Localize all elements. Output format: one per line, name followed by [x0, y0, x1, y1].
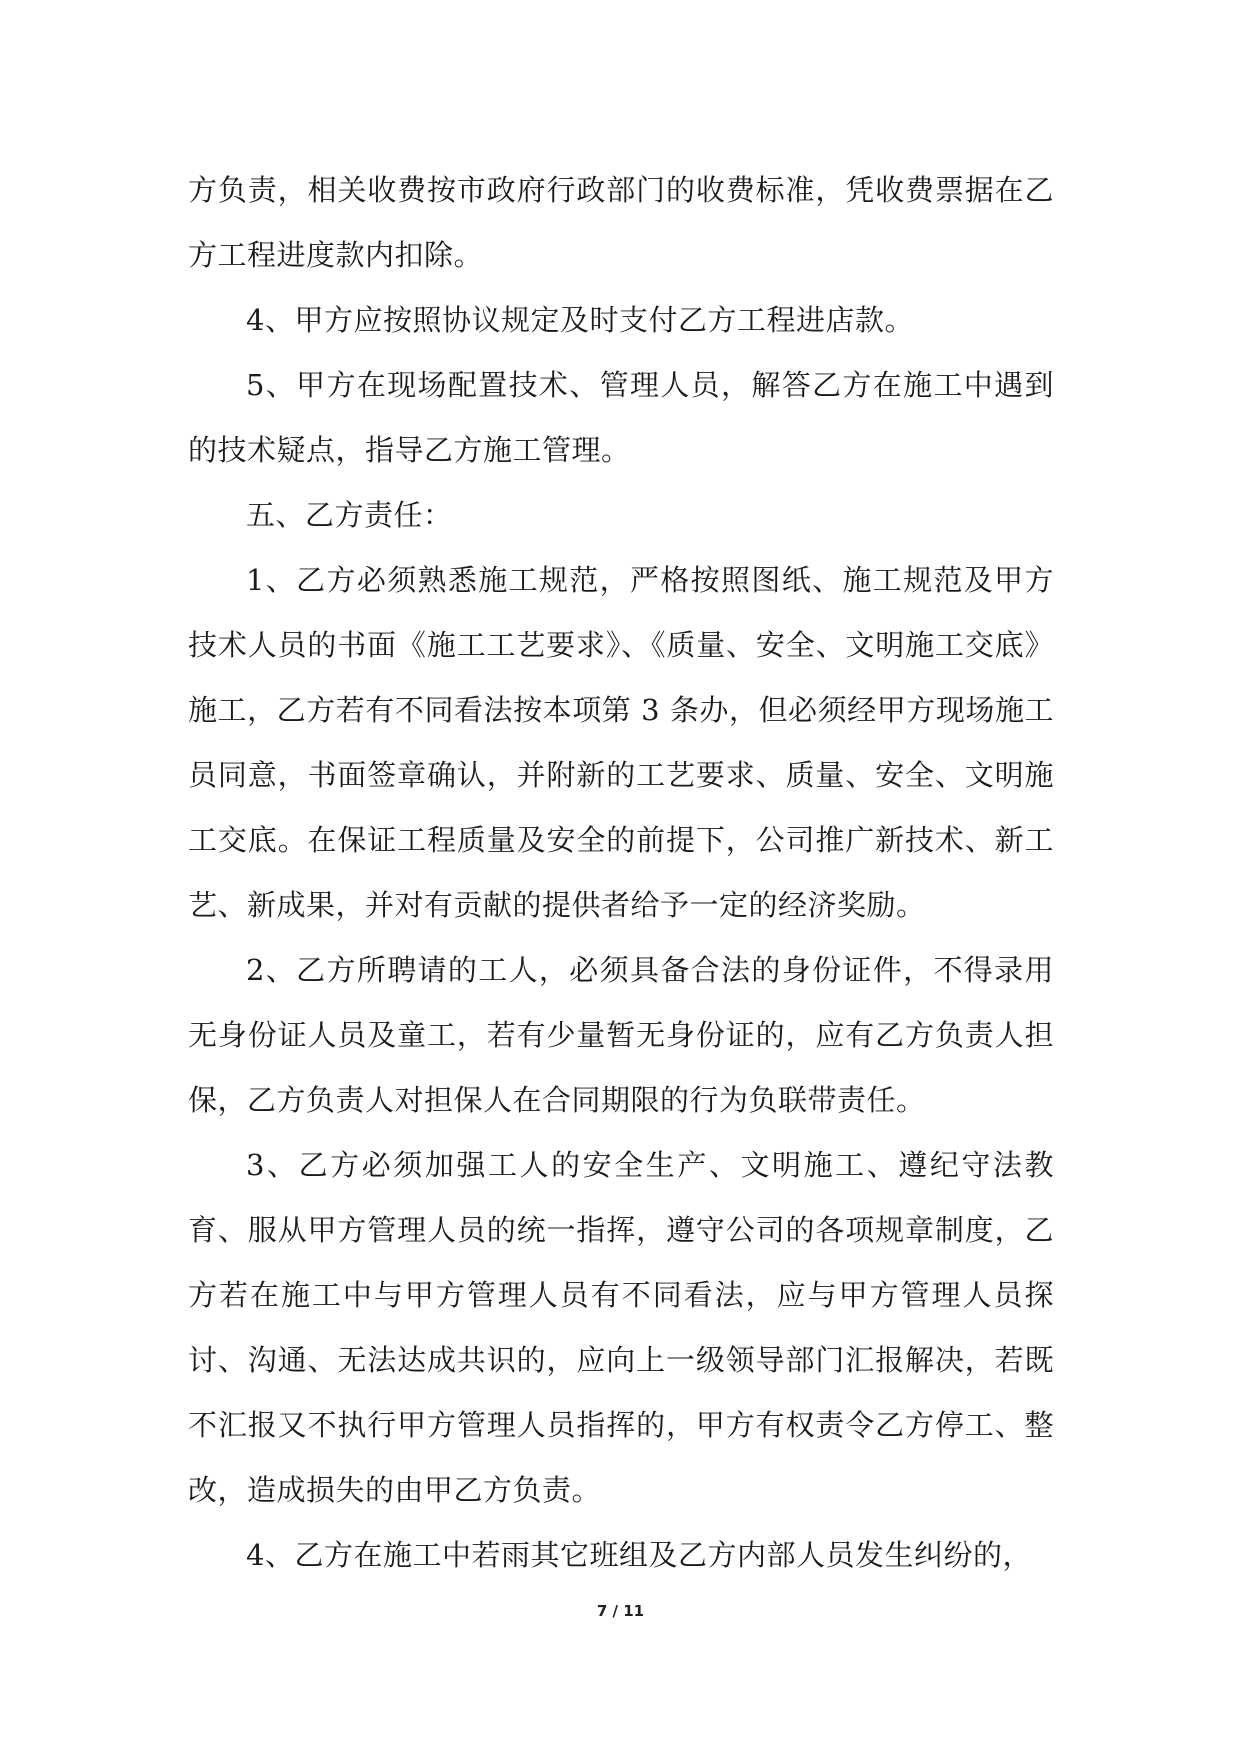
page-number: 7 / 11: [596, 1602, 645, 1620]
section-heading-party-b-responsibilities: 五、乙方责任：: [246, 498, 453, 532]
paragraph-item-4-disputes: 4、乙方在施工中若雨其它班组及乙方内部人员发生纠纷的，: [246, 1538, 1032, 1572]
paragraph-item-5-technical-staff: 5、甲方在现场配置技术、管理人员，解答乙方在施工中遇到的技术疑点，指导乙方施工管理。: [188, 368, 1054, 467]
paragraph-item-1-specifications: 1、乙方必须熟悉施工规范，严格按照图纸、施工规范及甲方技术人员的书面《施工工艺要求》、《质量、安全、文明施工交底》施工，乙方若有不同看法按本项第 3 条办，但必须经甲方现场施工员同意，书面签章确认，并附新的工艺要求、质量、安全、文明施工交底。在保证工程质量及安全的前提下，公司推广新技术、新工艺、新成果，并对有贡献的提供者给予一定的经济奖励。: [188, 563, 1054, 922]
paragraph-item-2-workers: 2、乙方所聘请的工人，必须具备合法的身份证件，不得录用无身份证人员及童工，若有少量暂无身份证的，应有乙方负责人担保，乙方负责人对担保人在合同期限的行为负联带责任。: [188, 953, 1054, 1117]
paragraph-continuation: 方负责，相关收费按市政府行政部门的收费标准，凭收费票据在乙方工程进度款内扣除。: [188, 173, 1054, 272]
paragraph-item-4-payment: 4、甲方应按照协议规定及时支付乙方工程进店款。: [246, 303, 914, 337]
paragraph-item-3-safety: 3、乙方必须加强工人的安全生产、文明施工、遵纪守法教育、服从甲方管理人员的统一指挥，遵守公司的各项规章制度，乙方若在施工中与甲方管理人员有不同看法，应与甲方管理人员探讨、沟通、无法达成共识的，应向上一级领导部门汇报解决，若既不汇报又不执行甲方管理人员指挥的，甲方有权责令乙方停工、整改，造成损失的由甲乙方负责。: [188, 1148, 1054, 1507]
document-body: [188, 158, 1054, 1588]
